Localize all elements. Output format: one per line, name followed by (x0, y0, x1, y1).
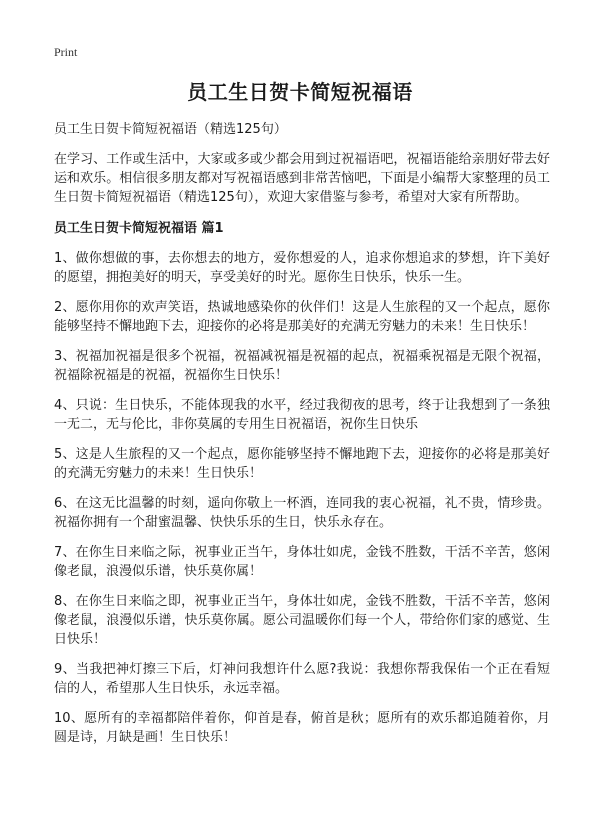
wish-item: 5、这是人生旅程的又一个起点，愿你能够坚持不懈地跑下去，迎接你的必将是那美好的充满无穷魅力的未来！生日快乐！ (54, 447, 550, 481)
wish-item: 3、祝福加祝福是很多个祝福，祝福减祝福是祝福的起点，祝福乘祝福是无限个祝福，祝福除祝福是的祝福，祝福你生日快乐！ (54, 349, 550, 383)
wish-list (54, 249, 550, 747)
wish-item: 2、愿你用你的欢声笑语，热诚地感染你的伙伴们！这是人生旅程的又一个起点，愿你能够坚持不懈地跑下去，迎接你的必将是那美好的充满无穷魅力的未来！生日快乐！ (54, 300, 550, 334)
wish-item: 4、只说：生日快乐，不能体现我的水平，经过我彻夜的思考，终于让我想到了一条独一无二，无与伦比，非你莫属的专用生日祝福语，祝你生日快乐 (54, 398, 550, 432)
document-subtitle: 员工生日贺卡简短祝福语（精选125句） (54, 122, 287, 137)
intro-paragraph: 在学习、工作或生活中，大家或多或少都会用到过祝福语吧，祝福语能给亲朋好带去好运和欢乐。相信很多朋友都对写祝福语感到非常苦恼吧，下面是小编帮大家整理的员工生日贺卡简短祝福语（精选125句），欢迎大家借鉴与参考，希望对大家有所帮助。 (54, 152, 550, 205)
wish-item: 9、当我把神灯擦三下后，灯神问我想许什么愿?我说：我想你帮我保佑一个正在看短信的人，希望那人生日快乐，永远幸福。 (54, 662, 550, 696)
print-link[interactable]: Print (54, 45, 78, 59)
wish-item: 1、做你想做的事，去你想去的地方，爱你想爱的人，追求你想追求的梦想，许下美好的愿望，拥抱美好的明天，享受美好的时光。愿你生日快乐，快乐一生。 (54, 251, 550, 285)
document-body (54, 120, 550, 758)
wish-item: 7、在你生日来临之际，祝事业正当午，身体壮如虎，金钱不胜数，干活不辛苦，悠闲像老鼠，浪漫似乐谱，快乐莫你属！ (54, 545, 550, 579)
wish-item: 8、在你生日来临之即，祝事业正当午，身体壮如虎，金钱不胜数，干活不辛苦，悠闲像老鼠，浪漫似乐谱，快乐莫你属。愿公司温暖你们每一个人，带给你们家的感觉、生日快乐！ (54, 594, 550, 647)
section-heading: 员工生日贺卡简短祝福语 篇1 (54, 221, 224, 236)
wish-item: 6、在这无比温馨的时刻，遥向你敬上一杯酒，连同我的衷心祝福，礼不贵，情珍贵。祝福你拥有一个甜蜜温馨、快快乐乐的生日，快乐永存在。 (54, 496, 550, 530)
page-title: 员工生日贺卡简短祝福语 (187, 80, 413, 104)
wish-item: 10、愿所有的幸福都陪伴着你，仰首是春，俯首是秋；愿所有的欢乐都追随着你，月圆是诗，月缺是画！生日快乐！ (54, 711, 550, 745)
